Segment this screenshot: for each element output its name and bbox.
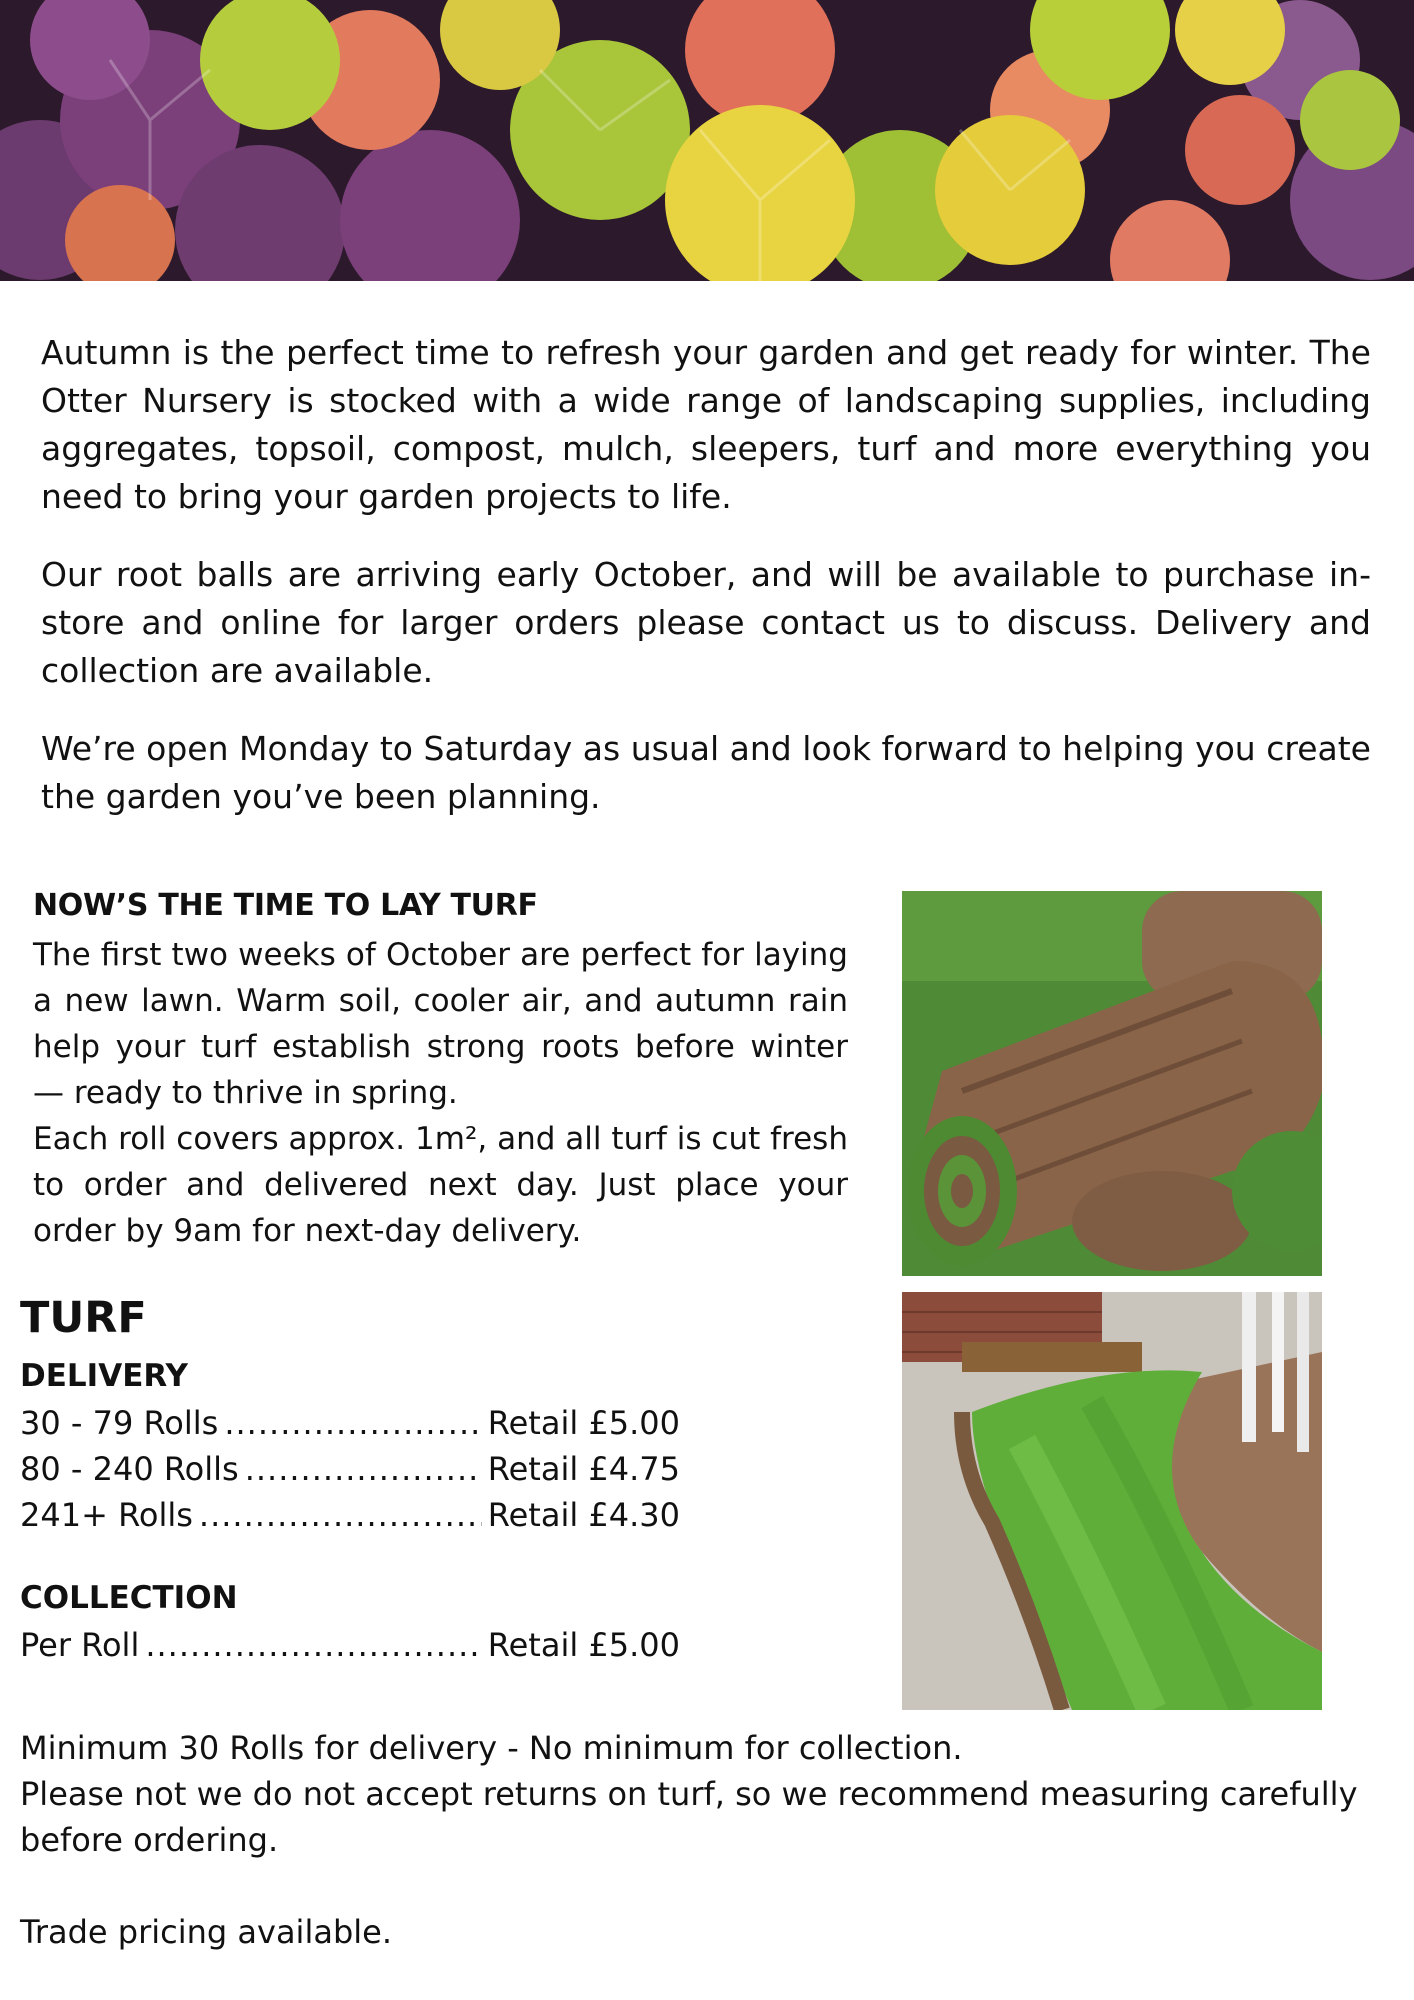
dot-leader xyxy=(199,1492,482,1538)
intro-text xyxy=(41,329,1371,851)
delivery-price-row xyxy=(20,1400,680,1446)
turf-rolls-image xyxy=(902,891,1322,1276)
price-row-label: 80 - 240 Rolls xyxy=(20,1450,239,1488)
dot-leader xyxy=(145,1622,481,1668)
footer-notes xyxy=(20,1725,1360,1955)
minimum-order-note: Minimum 30 Rolls for delivery - No minimum for collection. xyxy=(20,1729,963,1767)
collection-heading: COLLECTION xyxy=(20,1580,238,1616)
price-row-value: Retail £5.00 xyxy=(487,1626,680,1664)
intro-paragraph-1: Autumn is the perfect time to refresh your garden and get ready for winter. The Otter Nursery is stocked with a wide range of landscaping supplies, including aggregates, topsoil, compost, mulch, sleepers, turf and more everything you need to bring your garden projects to life. xyxy=(41,333,1371,516)
price-row-label: Per Roll xyxy=(20,1626,140,1664)
collection-price-row xyxy=(20,1622,680,1668)
price-row-label: 241+ Rolls xyxy=(20,1496,193,1534)
turf-info-paragraph-1: The first two weeks of October are perfect for laying a new lawn. Warm soil, cooler air, and autumn rain help your turf establish strong roots before winter — ready to thrive in spring. xyxy=(33,937,848,1111)
dot-leader xyxy=(224,1400,481,1446)
turf-info-heading: NOW’S THE TIME TO LAY TURF xyxy=(33,888,538,923)
price-row-value: Retail £5.00 xyxy=(487,1404,680,1442)
trade-pricing-note: Trade pricing available. xyxy=(20,1913,392,1951)
turf-pricing xyxy=(20,1290,720,1668)
hero-foliage-image xyxy=(0,0,1414,281)
dot-leader xyxy=(245,1446,482,1492)
delivery-price-row xyxy=(20,1492,680,1538)
turf-info-paragraph-2: Each roll covers approx. 1m², and all turf is cut fresh to order and delivered next day. Just place your order by 9am for next-day delivery. xyxy=(33,1121,848,1249)
pricing-title: TURF xyxy=(20,1293,147,1343)
intro-paragraph-3: We’re open Monday to Saturday as usual and look forward to helping you create the garden you’ve been planning. xyxy=(41,729,1371,816)
laid-lawn-image xyxy=(902,1292,1322,1710)
price-row-value: Retail £4.30 xyxy=(487,1496,680,1534)
delivery-heading: DELIVERY xyxy=(20,1358,188,1394)
price-row-value: Retail £4.75 xyxy=(487,1450,680,1488)
turf-info-body xyxy=(33,932,848,1254)
intro-paragraph-2: Our root balls are arriving early October, and will be available to purchase in-store and online for larger orders please contact us to discuss. Delivery and collection are available. xyxy=(41,555,1371,690)
price-row-label: 30 - 79 Rolls xyxy=(20,1404,219,1442)
turf-info-section xyxy=(33,886,848,1254)
returns-note: Please not we do not accept returns on turf, so we recommend measuring carefully before ordering. xyxy=(20,1775,1358,1859)
delivery-price-row xyxy=(20,1446,680,1492)
